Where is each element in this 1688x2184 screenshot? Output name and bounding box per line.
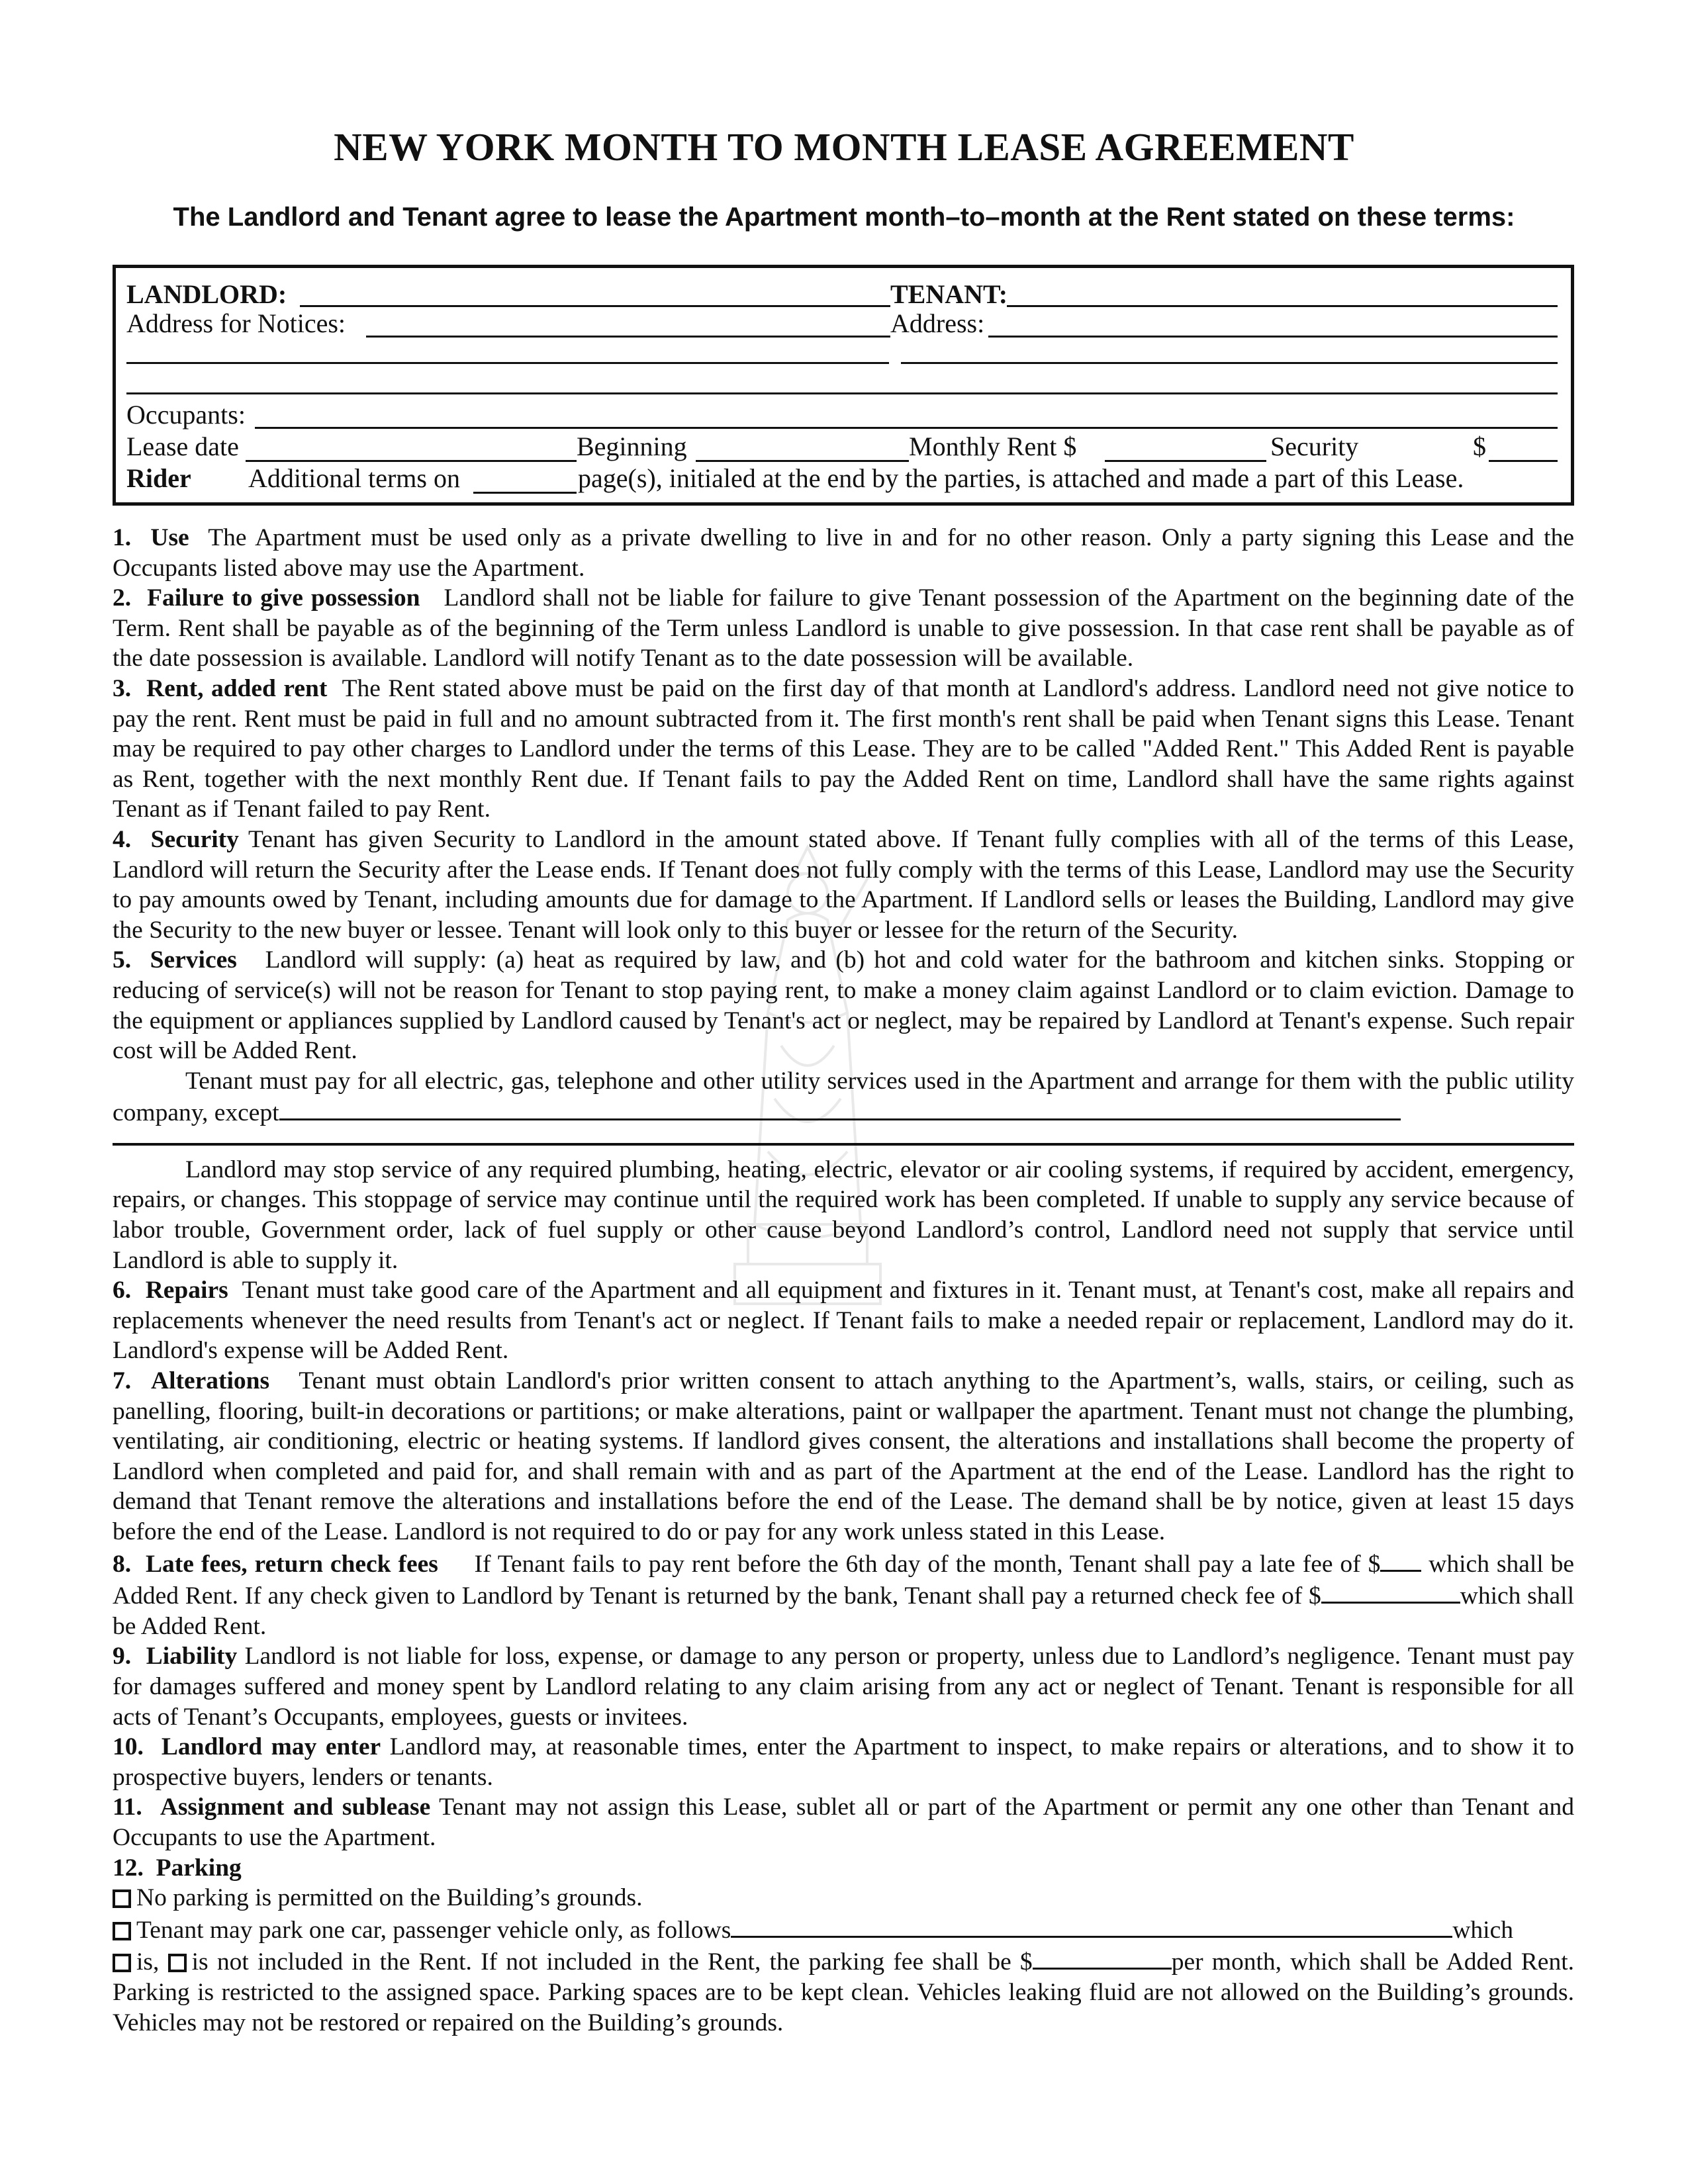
section-failure-to-give-possession: 2. Failure to give possession Landlord shall not be liable for failure to give Tenant possession of the Apartment on the beginning date of the Term. Rent shall be payable as of the beginning of the Term unless Landlord is unable to give possession. In that case rent shall be payable as of the date possession is available. Landlord will notify Tenant as to the date possession will be available.	[113, 584, 1575, 672]
lease-date-label: Lease date	[126, 432, 239, 461]
parking-fee-paragraph: is, is not included in the Rent. If not included in the Rent, the parking fee shall be $ per month, which shall be Added Rent. Parking is restricted to the assigned space. Parking spaces are to be kept clean. Vehicles leaking fluid are not allowed on the Building’s grounds. Vehicles may not be restored or repaired on the Building’s grounds.	[113, 1945, 1574, 2038]
address-for-notices-label: Address for Notices:	[126, 308, 346, 338]
section-heading: Late fees, return check fees	[146, 1550, 438, 1578]
section-heading: Security	[150, 825, 239, 853]
beginning-date-field[interactable]	[696, 460, 909, 462]
returned-check-fee-field[interactable]	[1321, 1579, 1460, 1604]
document-subtitle: The Landlord and Tenant agree to lease the Apartment month–to–month at the Rent stated on these terms:	[173, 203, 1515, 232]
tenant-address-label: Address:	[890, 308, 985, 338]
security-label: Security	[1270, 432, 1359, 461]
landlord-address-field[interactable]	[366, 336, 890, 338]
utility-exceptions-line-2[interactable]	[113, 1128, 1574, 1146]
landlord-name-field[interactable]	[300, 305, 890, 307]
lease-details-box	[113, 265, 1574, 506]
section-heading: Use	[150, 524, 189, 551]
section-heading: Rent, added rent	[146, 674, 328, 702]
section-parking: 12. Parking	[113, 1854, 242, 1882]
landlord-address-line-2[interactable]	[126, 362, 889, 364]
tenant-address-field[interactable]	[988, 336, 1558, 338]
section-repairs: 6. Repairs Tenant must take good care of the Apartment and all equipment and fixtures in it. Tenant must, at Tenant's cost, make all repairs and replacements whenever the need results from Tenant's act or neglect. If Tenant fails to make a needed repair or replacement, Landlord may do it. Landlord's expense will be Added Rent.	[113, 1277, 1575, 1365]
late-fee-field[interactable]	[1380, 1547, 1421, 1572]
not-included-in-rent-checkbox[interactable]	[168, 1954, 187, 1972]
rider-text-end: page(s), initialed at the end by the parties, is attached and made a part of this Lease.	[578, 463, 1464, 493]
section-landlord-may-enter: 10. Landlord may enter Landlord may, at reasonable times, enter the Apartment to inspect, to make repairs or alterations, and to show it to prospective buyers, lenders or tenants.	[113, 1733, 1575, 1791]
occupants-label: Occupants:	[126, 400, 246, 430]
lease-terms	[113, 523, 1574, 2038]
tenant-address-line-2[interactable]	[901, 362, 1558, 364]
section-heading: Alterations	[151, 1367, 270, 1395]
tenant-name-field[interactable]	[1007, 305, 1558, 307]
services-stoppage-paragraph: Landlord may stop service of any required plumbing, heating, electric, elevator or air cooling systems, if required by accident, emergency, repairs, or changes. This stoppage of service may continue until the required work has been completed. If unable to supply any service because of labor trouble, Government order, lack of fuel supply or other cause beyond Landlord’s control, Landlord need not supply that service until Landlord is able to supply it.	[113, 1156, 1574, 1274]
security-dollar-sign: $	[1473, 432, 1486, 461]
section-heading: Parking	[156, 1854, 242, 1882]
section-alterations: 7. Alterations Tenant must obtain Landlord's prior written consent to attach anything to the Apartment’s, walls, stairs, or ceiling, such as panelling, flooring, built-in decorations or partitions; or make alterations, paint or wallpaper the apartment. Tenant must not change the plumbing, ventilating, air conditioning, electric or heating systems. If landlord gives consent, the alterations and installations shall become the property of Landlord when completed and paid for, and shall remain with and as part of the Apartment at the end of the Lease. Landlord has the right to demand that Tenant remove the alterations and installations before the end of the Lease. The demand shall be by notice, given at least 15 days before the end of the Lease. Landlord is not required to do or pay for any work unless stated in this Lease.	[113, 1367, 1574, 1545]
rider-label: Rider	[126, 463, 191, 493]
rider-text-start: Additional terms on	[248, 463, 460, 493]
section-late-fees: 8. Late fees, return check fees If Tenant fails to pay rent before the 6th day of the month, Tenant shall pay a late fee of $ which shall be Added Rent. If any check given to Landlord by Tenant is returned by the bank, Tenant shall pay a returned check fee of $ which shall be Added Rent.	[113, 1547, 1574, 1642]
section-liability: 9. Liability Landlord is not liable for loss, expense, or damage to any person or property, unless due to Landlord’s negligence. Tenant must pay for damages suffered and money spent by Landlord relating to any claim arising from any act or neglect of Tenant. Tenant is responsible for all acts of Tenant’s Occupants, employees, guests or invitees.	[113, 1643, 1574, 1731]
monthly-rent-label: Monthly Rent $	[909, 432, 1077, 461]
beginning-label: Beginning	[577, 432, 687, 461]
parking-option-one-car: Tenant may park one car, passenger vehicle only, as follows which	[113, 1913, 1574, 1946]
parking-fee-field[interactable]	[1033, 1945, 1172, 1970]
section-heading: Failure to give possession	[147, 584, 420, 612]
section-heading: Assignment and sublease	[160, 1794, 431, 1821]
landlord-label: LANDLORD:	[126, 279, 287, 309]
one-car-parking-checkbox[interactable]	[113, 1922, 131, 1940]
page-bottom-margin	[0, 2069, 1688, 2184]
tenant-label: TENANT:	[890, 279, 1008, 309]
security-amount-field[interactable]	[1489, 460, 1558, 462]
occupants-field[interactable]	[255, 427, 1558, 429]
parking-option-none: No parking is permitted on the Building’s grounds.	[113, 1883, 1574, 1913]
section-assignment-sublease: 11. Assignment and sublease Tenant may not assign this Lease, sublet all or part of the Apartment or permit any one other than Tenant and Occupants to use the Apartment.	[113, 1794, 1574, 1851]
services-utilities-paragraph: Tenant must pay for all electric, gas, telephone and other utility services used in the Apartment and arrange for them with the public utility company, except	[113, 1067, 1574, 1127]
included-in-rent-checkbox[interactable]	[113, 1954, 131, 1972]
document-title: NEW YORK MONTH TO MONTH LEASE AGREEMENT	[334, 125, 1354, 169]
section-use: 1. Use The Apartment must be used only as a private dwelling to live in and for no other reason. Only a party signing this Lease and the Occupants listed above may use the Apartment.	[113, 524, 1574, 582]
section-security: 4. Security Tenant has given Security to Landlord in the amount stated above. If Tenant fully complies with all of the terms of this Lease, Landlord will return the Security after the Lease ends. If Tenant does not fully comply with the terms of this Lease, Landlord may use the Security to pay amounts owed by Tenant, including amounts due for damage to the Apartment. If Landlord sells or leases the Building, Landlord may give the Security to the new buyer or lessee. Tenant will look only to this buyer or lessee for the return of the Security.	[113, 825, 1575, 944]
address-line-3[interactable]	[126, 392, 1558, 394]
no-parking-checkbox[interactable]	[113, 1889, 131, 1908]
section-heading: Liability	[146, 1643, 238, 1670]
section-rent-added-rent: 3. Rent, added rent The Rent stated above must be paid on the first day of that month at Landlord's address. Landlord need not give notice to pay the rent. Rent must be paid in full and no amount subtracted from it. The first month's rent shall be paid when Tenant signs this Lease. Tenant may be required to pay other charges to Landlord under the terms of this Lease. They are to be called "Added Rent." This Added Rent is payable as Rent, together with the next monthly Rent due. If Tenant fails to pay the Added Rent on time, Landlord shall have the same rights against Tenant as if Tenant failed to pay Rent.	[113, 674, 1574, 823]
section-services: 5. Services Landlord will supply: (a) heat as required by law, and (b) hot and cold water for the bathroom and kitchen sinks. Stopping or reducing of service(s) will not be reason for Tenant to stop paying rent, to make a money claim against Landlord or to claim eviction. Damage to the equipment or appliances supplied by Landlord caused by Tenant's act or neglect, may be repaired by Landlord at Tenant's expense. Such repair cost will be Added Rent.	[113, 946, 1574, 1065]
parking-details-field[interactable]	[731, 1913, 1452, 1938]
section-heading: Landlord may enter	[161, 1733, 381, 1761]
monthly-rent-field[interactable]	[1105, 460, 1266, 462]
lease-date-field[interactable]	[246, 460, 577, 462]
section-heading: Services	[150, 946, 237, 974]
rider-pages-field[interactable]	[473, 492, 577, 494]
section-heading: Repairs	[145, 1277, 228, 1304]
utility-exceptions-field[interactable]	[279, 1096, 1401, 1120]
